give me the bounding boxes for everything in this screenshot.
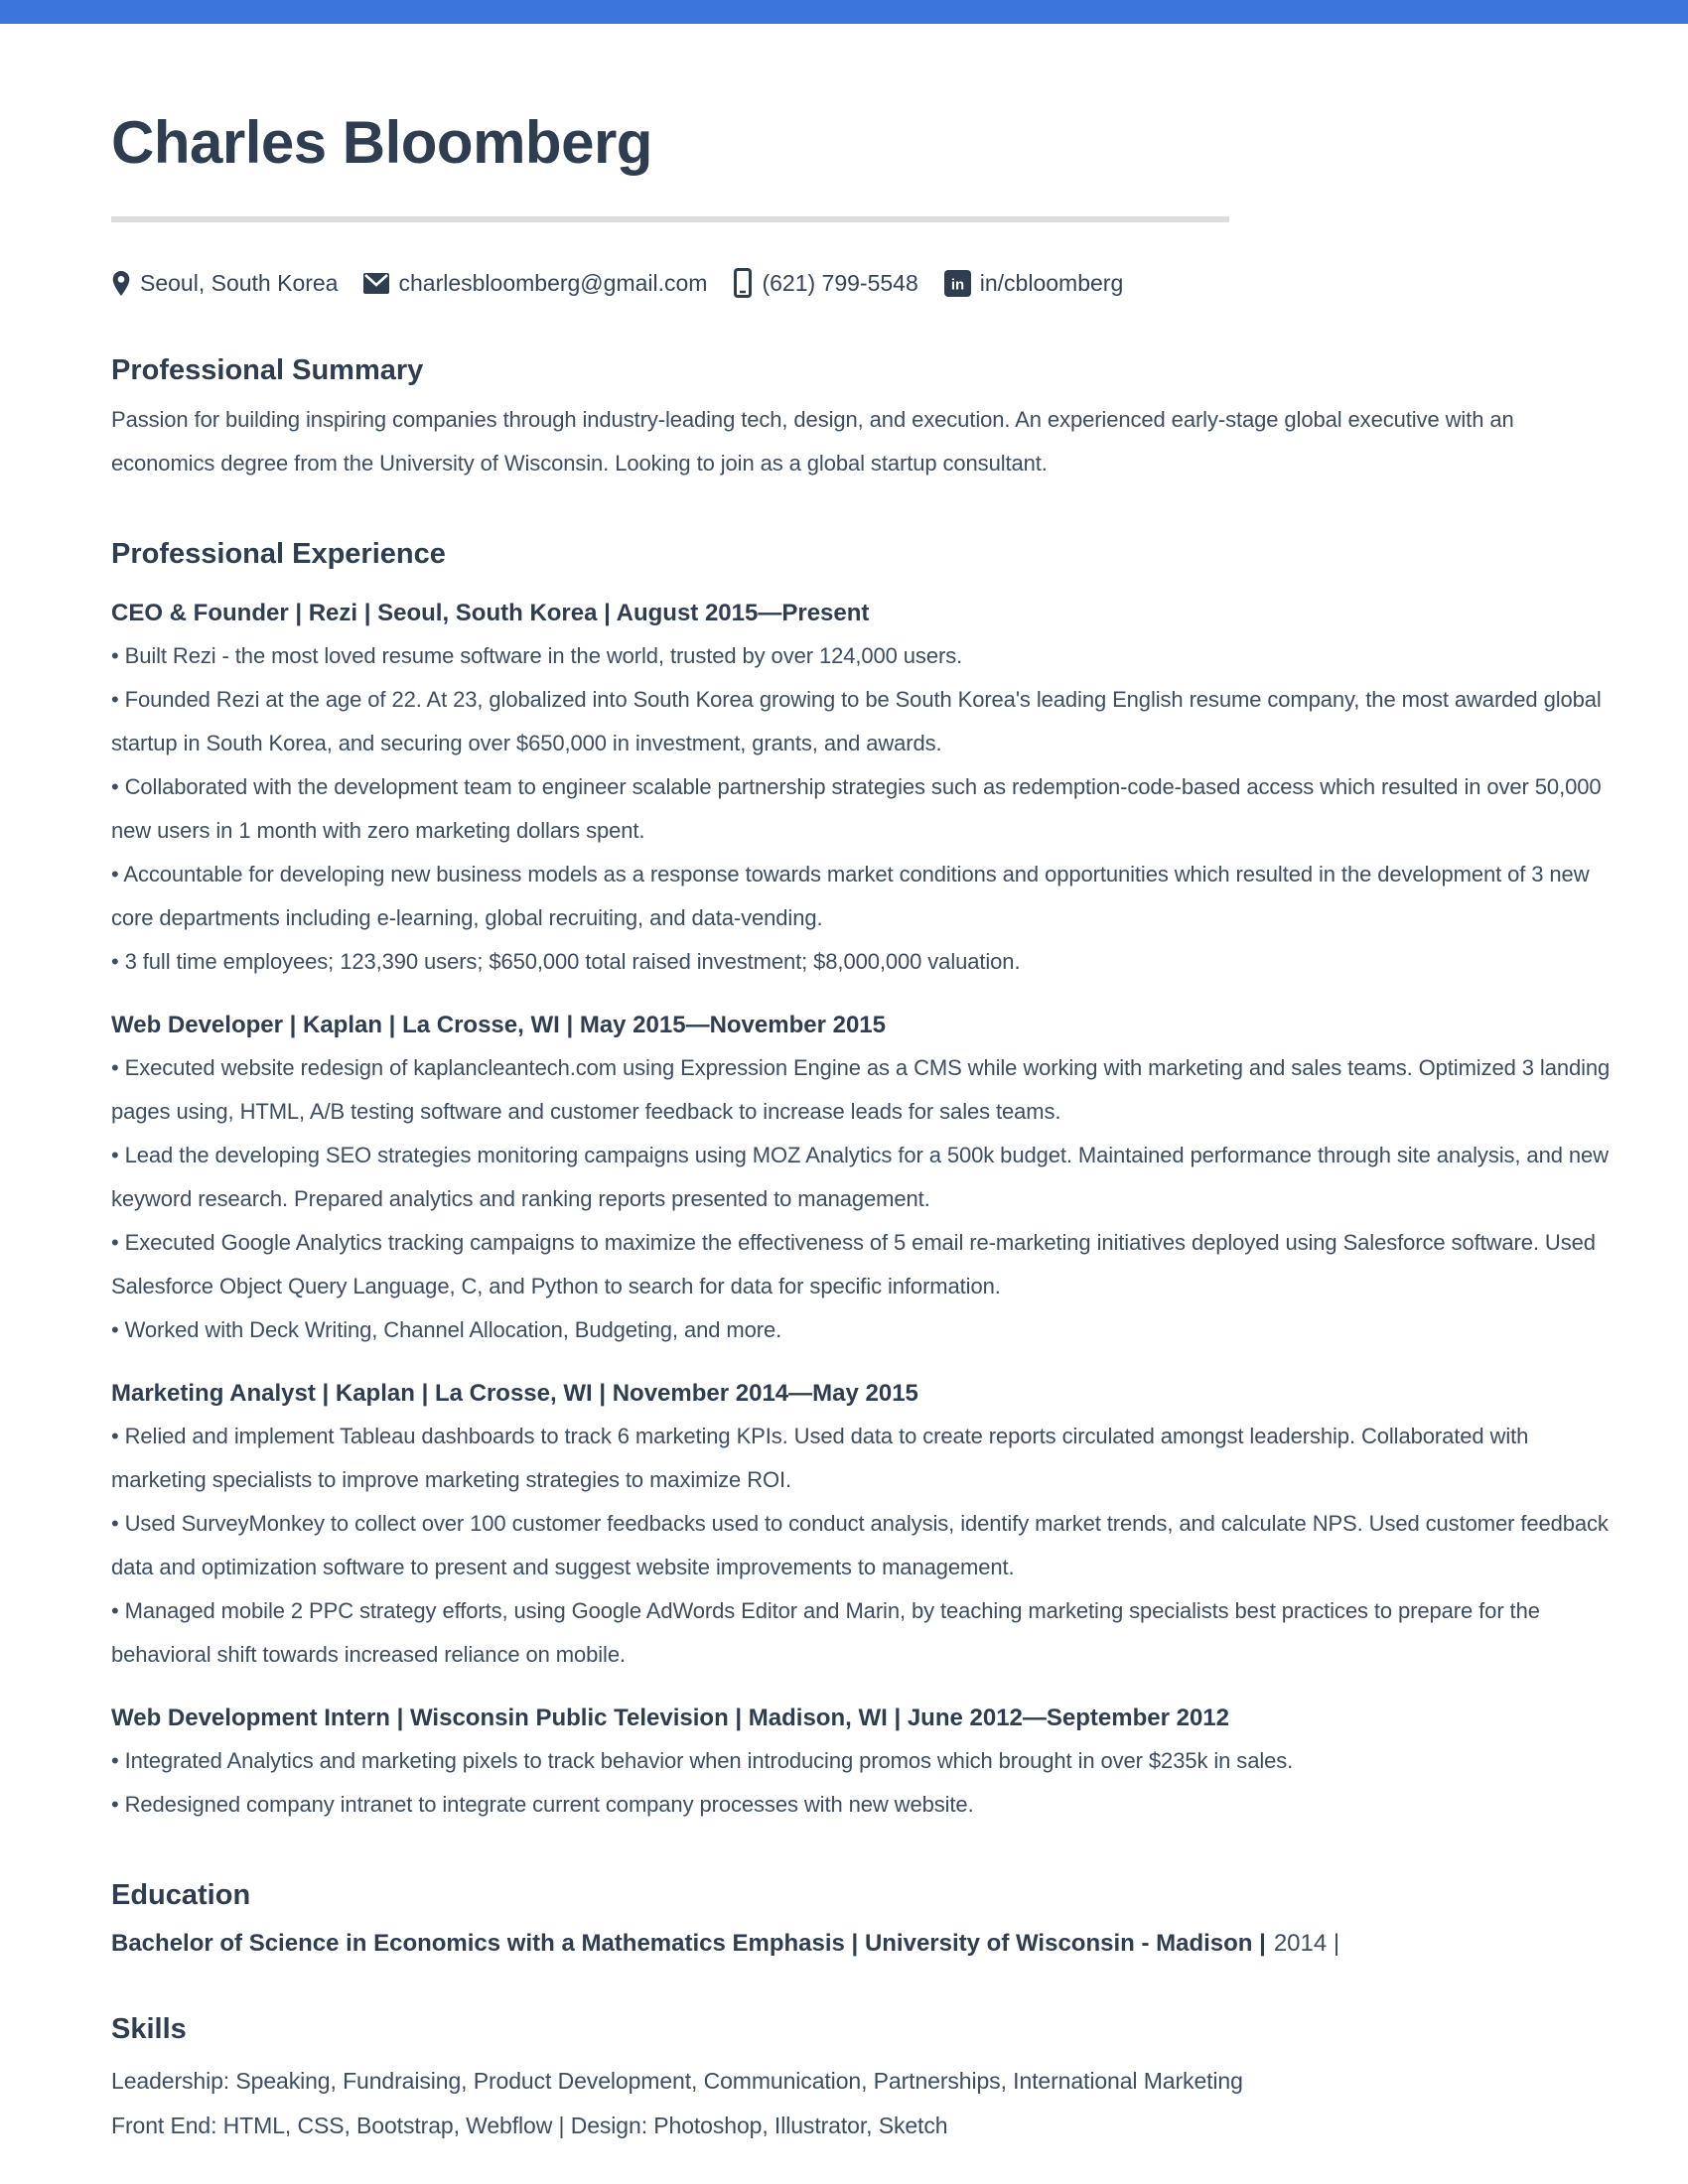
skills-line-frontend: Front End: HTML, CSS, Bootstrap, Webflow | Design: Photoshop, Illustrator, Sketch bbox=[111, 2112, 948, 2138]
job-bullet: • Lead the developing SEO strategies monitoring campaigns using MOZ Analytics for a 500k budget. Maintained performance through site analysis, and new keyword research. Prepared analytics and ranking reports presented to management. bbox=[111, 1134, 1618, 1221]
education-degree: Bachelor of Science in Economics with a Mathematics Emphasis | University of Wisconsin - Madison | bbox=[111, 1930, 1266, 1958]
candidate-name: Charles Bloomberg bbox=[111, 109, 652, 176]
job-heading: Marketing Analyst | Kaplan | La Crosse, WI | November 2014—May 2015 bbox=[111, 1379, 918, 1407]
job-entry bbox=[111, 598, 1618, 984]
location-pin-icon bbox=[111, 270, 131, 297]
contact-row bbox=[111, 268, 1618, 298]
envelope-icon bbox=[363, 273, 389, 294]
svg-text:in: in bbox=[950, 276, 964, 293]
section-title-education: Education bbox=[111, 1879, 251, 1912]
linkedin-text: in/cbloomberg bbox=[979, 269, 1124, 296]
job-heading: CEO & Founder | Rezi | Seoul, South Korea | August 2015—Present bbox=[111, 599, 870, 626]
name-divider bbox=[111, 216, 1229, 222]
education-entry bbox=[111, 1927, 1618, 1961]
education-year: 2014 | bbox=[1273, 1930, 1340, 1958]
job-bullet: • Executed Google Analytics tracking campaigns to maximize the effectiveness of 5 email re-marketing initiatives deployed using Salesforce software. Used Salesforce Object Query Language, C, and Python to search for data for specific information. bbox=[111, 1221, 1618, 1308]
contact-linkedin bbox=[944, 270, 1123, 297]
mobile-phone-icon bbox=[733, 268, 753, 298]
job-bullet: • 3 full time employees; 123,390 users; $650,000 total raised investment; $8,000,000 valuation. bbox=[111, 940, 1618, 984]
section-title-summary: Professional Summary bbox=[111, 354, 424, 386]
job-bullet: • Accountable for developing new business models as a response towards market conditions and opportunities which resulted in the development of 3 new core departments including e-learning, global recruiting, and data-vending. bbox=[111, 853, 1618, 940]
summary-text: Passion for building inspiring companies through industry-leading tech, design, and execution. An experienced early-stage global executive with an economics degree from the University of Wisconsin. Looking to join as a global startup consultant. bbox=[111, 406, 1514, 476]
email-text: charlesbloomberg@gmail.com bbox=[398, 269, 708, 296]
contact-phone bbox=[733, 268, 917, 298]
job-heading: Web Development Intern | Wisconsin Public Television | Madison, WI | June 2012—September 2012 bbox=[111, 1705, 1229, 1732]
job-entry bbox=[111, 1703, 1618, 1827]
skills-block bbox=[111, 2059, 1618, 2148]
resume-page bbox=[0, 109, 1688, 2148]
job-bullet: • Relied and implement Tableau dashboards to track 6 marketing KPIs. Used data to create reports circulated amongst leadership. Collaborated with marketing specialists to improve marketing strategies to maximize ROI. bbox=[111, 1415, 1618, 1502]
job-bullet: • Used SurveyMonkey to collect over 100 customer feedbacks used to conduct analysis, identify market trends, and calculate NPS. Used customer feedback data and optimization software to present and suggest website improvements to management. bbox=[111, 1502, 1618, 1589]
section-title-skills: Skills bbox=[111, 2012, 187, 2045]
job-bullet: • Executed website redesign of kaplancleantech.com using Expression Engine as a CMS while working with marketing and sales teams. Optimized 3 landing pages using, HTML, A/B testing software and customer feedback to increase leads for sales teams. bbox=[111, 1046, 1618, 1134]
top-accent-bar bbox=[0, 0, 1688, 24]
job-entry bbox=[111, 1378, 1618, 1677]
job-bullet: • Founded Rezi at the age of 22. At 23, globalized into South Korea growing to be South Korea's leading English resume company, the most awarded global startup in South Korea, and securing over $650,000 in investment, grants, and awards. bbox=[111, 678, 1618, 765]
job-bullet: • Worked with Deck Writing, Channel Allocation, Budgeting, and more. bbox=[111, 1308, 1618, 1352]
skills-line-leadership: Leadership: Speaking, Fundraising, Product Development, Communication, Partnerships, International Marketing bbox=[111, 2067, 1243, 2094]
contact-email bbox=[363, 270, 707, 297]
job-bullet: • Collaborated with the development team to engineer scalable partnership strategies such as redemption-code-based access which resulted in over 50,000 new users in 1 month with zero marketing dollars spent. bbox=[111, 765, 1618, 853]
job-bullet: • Integrated Analytics and marketing pixels to track behavior when introducing promos which brought in over $235k in sales. bbox=[111, 1739, 1618, 1783]
job-entry bbox=[111, 1010, 1618, 1352]
job-heading: Web Developer | Kaplan | La Crosse, WI | May 2015—November 2015 bbox=[111, 1011, 886, 1038]
linkedin-icon bbox=[944, 270, 971, 297]
location-text: Seoul, South Korea bbox=[140, 269, 339, 296]
job-bullet: • Managed mobile 2 PPC strategy efforts, using Google AdWords Editor and Marin, by teaching marketing specialists best practices to prepare for the behavioral shift towards increased reliance on mobile. bbox=[111, 1589, 1618, 1677]
job-bullet: • Built Rezi - the most loved resume software in the world, trusted by over 124,000 users. bbox=[111, 634, 1618, 678]
section-title-experience: Professional Experience bbox=[111, 537, 446, 570]
contact-location bbox=[111, 270, 338, 297]
phone-text: (621) 799-5548 bbox=[762, 269, 918, 296]
job-bullet: • Redesigned company intranet to integrate current company processes with new website. bbox=[111, 1783, 1618, 1827]
